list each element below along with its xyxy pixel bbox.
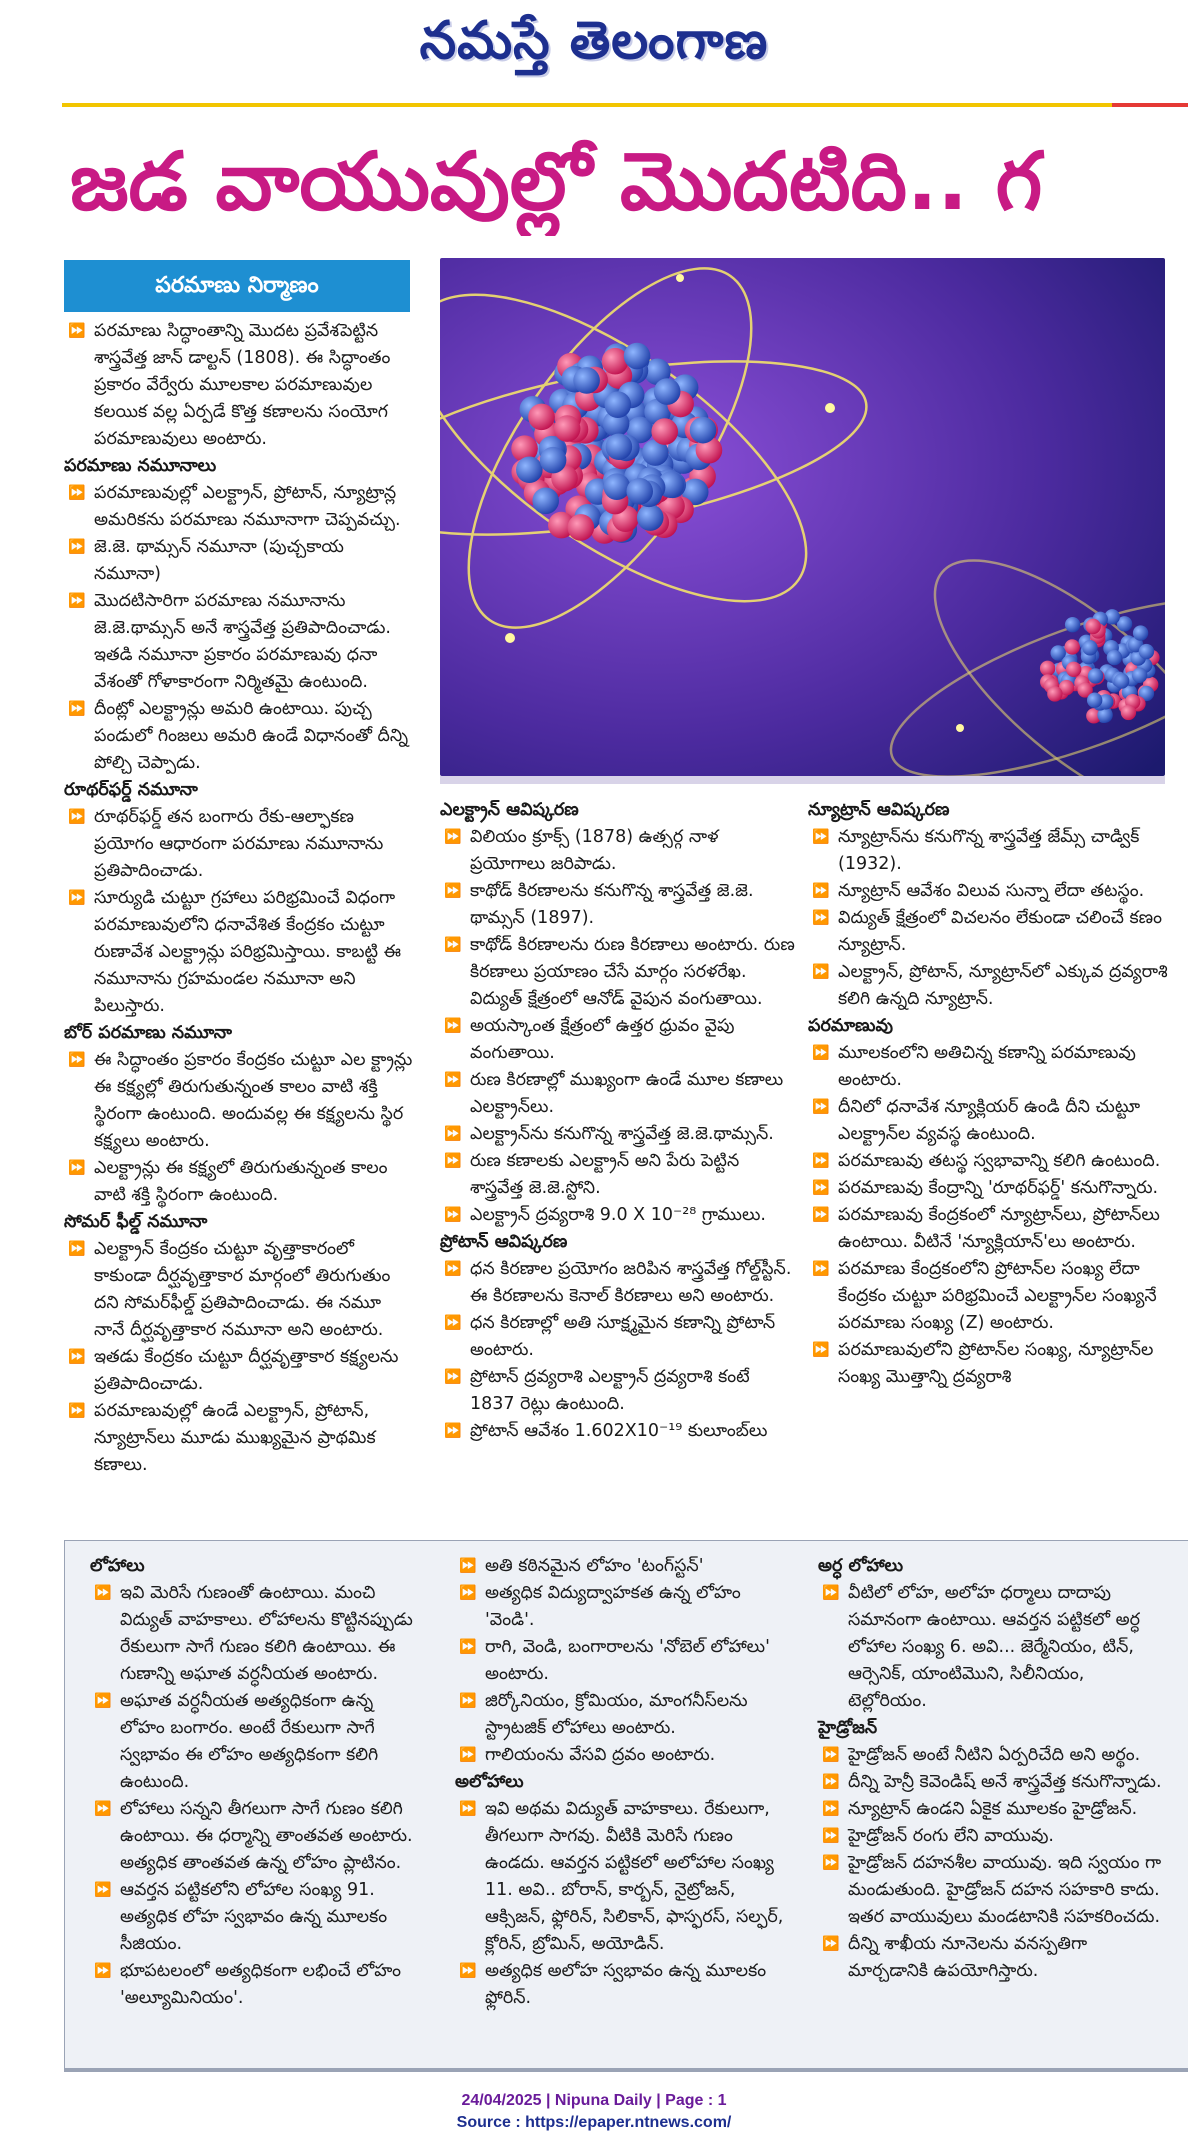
bullet-text: పరమాణువులోని ప్రోటాన్‌ల సంఖ్య, న్యూట్రాన్‌ల సంఖ్య మొత్తాన్ని ద్రవ్యరాశి bbox=[838, 1340, 1154, 1387]
bullet-text: ప్రోటాన్ ద్రవ్యరాశి ఎలక్ట్రాన్ ద్రవ్యరాశి కంటే 1837 రెట్లు ఉంటుంది. bbox=[470, 1367, 750, 1414]
bullet-text: పరమాణువు తటస్థ స్వభావాన్ని కలిగి ఉంటుంది. bbox=[838, 1151, 1161, 1171]
bullet-arrow-icon: ⏩ bbox=[822, 1747, 840, 1763]
bullet-text: అతి కఠినమైన లోహం 'టంగ్‌స్టన్' bbox=[485, 1556, 704, 1576]
bullet-text: ఇతడు కేంద్రకం చుట్టూ దీర్ఘవృత్తాకార కక్ష్యలను ప్రతిపాదించాడు. bbox=[94, 1347, 399, 1394]
nucleon bbox=[1139, 644, 1154, 659]
bullet-item bbox=[808, 905, 1168, 959]
subheading-text: లోహాలు bbox=[90, 1556, 145, 1576]
nucleon bbox=[637, 504, 664, 531]
bullet-text: అత్యధిక విద్యుద్వాహకత ఉన్న లోహం 'వెండి'. bbox=[485, 1583, 741, 1630]
nucleon bbox=[1082, 640, 1097, 655]
bullet-text: పరమాణువుల్లో ఉండే ఎలక్ట్రాన్, ప్రోటాన్, న్యూట్రాన్‌లు మూడు ముఖ్యమైన ప్రాథమిక కణాలు. bbox=[94, 1401, 376, 1475]
bullet-item bbox=[455, 1742, 795, 1769]
nucleon bbox=[1085, 619, 1100, 634]
bullet-item bbox=[440, 1364, 795, 1418]
bullet-text: హైడ్రోజన్ అంటే నీటిని ఏర్పరిచేది అని అర్థం. bbox=[848, 1745, 1141, 1765]
subheading-text: పరమాణువు bbox=[808, 1016, 893, 1036]
top-rule-accent bbox=[1112, 103, 1188, 107]
nucleon bbox=[1047, 686, 1062, 701]
bullet-arrow-icon: ⏩ bbox=[68, 1349, 86, 1365]
bullet-item bbox=[64, 696, 414, 777]
bullet-text: న్యూట్రాన్‌ను కనుగొన్న శాస్త్రవేత్త జేమ్స్ చాడ్విక్ (1932). bbox=[838, 827, 1140, 874]
bullet-text: పరమాణువు కేంద్రాన్ని 'రూథర్‌ఫర్డ్' కనుగొన్నారు. bbox=[838, 1178, 1159, 1198]
bullet-text: ధన కిరణాల్లో అతి సూక్ష్మమైన కణాన్ని ప్రోటాన్ అంటారు. bbox=[470, 1313, 776, 1360]
nucleon bbox=[540, 447, 567, 474]
bullet-text: న్యూట్రాన్ ఉండని ఏకైక మూలకం హైడ్రోజన్. bbox=[848, 1799, 1138, 1819]
bullet-item bbox=[455, 1796, 795, 1958]
bullet-arrow-icon: ⏩ bbox=[459, 1693, 477, 1709]
bullet-item bbox=[64, 1236, 414, 1344]
bullet-item bbox=[64, 588, 414, 696]
subheading bbox=[808, 1013, 1168, 1040]
section-title: పరమాణు నిర్మాణం bbox=[64, 260, 410, 312]
subheading-text: అలోహాలు bbox=[455, 1772, 524, 1792]
bullet-arrow-icon: ⏩ bbox=[459, 1963, 477, 1979]
bullet-item bbox=[455, 1958, 795, 2012]
nucleon bbox=[651, 418, 678, 445]
bullet-arrow-icon: ⏩ bbox=[812, 883, 830, 899]
bullet-item bbox=[440, 932, 795, 1013]
nucleon bbox=[554, 415, 581, 442]
subheading-text: రూథర్‌ఫర్డ్ నమూనా bbox=[64, 780, 198, 800]
bullet-arrow-icon: ⏩ bbox=[812, 1099, 830, 1115]
bullet-arrow-icon: ⏩ bbox=[444, 1018, 462, 1034]
bullet-text: అత్యధిక అలోహ స్వభావం ఉన్న మూలకం ఫ్లోరిన్. bbox=[485, 1961, 767, 2008]
bullet-arrow-icon: ⏩ bbox=[68, 1160, 86, 1176]
subheading bbox=[64, 1020, 414, 1047]
bullet-arrow-icon: ⏩ bbox=[444, 1207, 462, 1223]
bullet-arrow-icon: ⏩ bbox=[68, 1403, 86, 1419]
bullet-item bbox=[808, 1256, 1168, 1337]
bullet-arrow-icon: ⏩ bbox=[459, 1585, 477, 1601]
bullet-item bbox=[440, 1067, 795, 1121]
bullet-text: దీన్ని శాఖీయ నూనెలను వనస్పతిగా మార్చడానికి ఉపయోగిస్తారు. bbox=[848, 1934, 1088, 1981]
bullet-arrow-icon: ⏩ bbox=[822, 1774, 840, 1790]
bullet-item bbox=[64, 804, 414, 885]
bullet-text: హైడ్రోజన్ రంగు లేని వాయువు. bbox=[848, 1826, 1055, 1846]
subheading bbox=[64, 1209, 414, 1236]
bullet-arrow-icon: ⏩ bbox=[812, 1045, 830, 1061]
bullet-item bbox=[440, 1013, 795, 1067]
bullet-item bbox=[808, 1040, 1168, 1094]
nucleon bbox=[528, 404, 555, 431]
bullet-arrow-icon: ⏩ bbox=[68, 890, 86, 906]
bullet-arrow-icon: ⏩ bbox=[822, 1936, 840, 1952]
bullet-text: అయస్కాంత క్షేత్రంలో ఉత్తర ధ్రువం వైపు వంగుతాయి. bbox=[470, 1016, 735, 1063]
bullet-text: దీనిలో ధనావేశ న్యూక్లియర్ ఉండి దీని చుట్టూ ఎలక్ట్రాన్‌ల వ్యవస్థ ఉంటుంది. bbox=[838, 1097, 1141, 1144]
bullet-text: ఎలక్ట్రాన్లు ఈ కక్ష్యలో తిరుగుతున్నంత కాలం వాటి శక్తి స్థిరంగా ఉంటుంది. bbox=[94, 1158, 388, 1205]
bullet-item bbox=[818, 1823, 1168, 1850]
bullet-text: వీటిలో లోహ, అలోహ ధర్మాలు దాదాపు సమానంగా ఉంటాయి. ఆవర్తన పట్టికలో అర్ధ లోహాల సంఖ్య 6. అవి... జెర్మేనియం, టిన్, ఆర్సెనిక్, యాంటిమొని, సిలీనియం, టెల్లోరియం. bbox=[848, 1583, 1140, 1711]
bullet-text: రుణ కిరణాల్లో ముఖ్యంగా ఉండే మూల కణాలు ఎలక్ట్రాన్‌లు. bbox=[470, 1070, 784, 1117]
bullet-text: ఎలక్ట్రాన్‌ను కనుగొన్న శాస్త్రవేత్త జె.జె.థామ్సన్. bbox=[470, 1124, 774, 1144]
bullet-arrow-icon: ⏩ bbox=[68, 701, 86, 717]
bullet-item bbox=[64, 534, 414, 588]
nucleon bbox=[516, 456, 543, 483]
nucleon bbox=[654, 378, 681, 405]
bullet-item bbox=[64, 1398, 414, 1479]
bullet-arrow-icon: ⏩ bbox=[444, 1369, 462, 1385]
bullet-text: జిర్కోనియం, క్రోమియం, మాంగనీస్‌లను స్ట్రాటజిక్ లోహాలు అంటారు. bbox=[485, 1691, 748, 1738]
subheading bbox=[818, 1553, 1168, 1580]
nucleon bbox=[568, 514, 595, 541]
bullet-item bbox=[818, 1742, 1168, 1769]
bullet-text: న్యూట్రాన్ ఆవేశం విలువ సున్నా లేదా తటస్థం. bbox=[838, 881, 1145, 901]
bullet-text: మూలకంలోని అతిచిన్న కణాన్ని పరమాణువు అంటారు. bbox=[838, 1043, 1136, 1090]
nucleon bbox=[1133, 625, 1148, 640]
bullet-item bbox=[818, 1850, 1168, 1931]
bullet-arrow-icon: ⏩ bbox=[444, 1261, 462, 1277]
subheading-text: పరమాణు నమూనాలు bbox=[64, 456, 217, 476]
bullet-item bbox=[455, 1634, 795, 1688]
bullet-text: ఈ సిద్ధాంతం ప్రకారం కేంద్రకం చుట్టూ ఎల క్ట్రాన్లు ఈ కక్ష్యల్లో తిరుగుతున్నంత కాలం వాటి శక్తి స్థిరంగా ఉంటుంది. అందువల్ల ఈ కక్ష్యలను స్థిర కక్ష్యలు అంటారు. bbox=[94, 1050, 413, 1151]
footer-date-page: 24/04/2025 | Nipuna Daily | Page : 1 bbox=[461, 2092, 727, 2109]
subheading bbox=[440, 1229, 795, 1256]
bullet-item bbox=[455, 1580, 795, 1634]
bullet-item bbox=[64, 318, 414, 453]
bullet-item bbox=[808, 959, 1168, 1013]
nucleon bbox=[605, 391, 632, 418]
bullet-text: ఇవి మెరిసే గుణంతో ఉంటాయి. మంచి విద్యుత్ వాహకాలు. లోహాలను కొట్టినప్పుడు రేకులుగా సాగే గుణం కలిగి ఉంటాయి. ఈ గుణాన్ని అఘాత వర్ధనీయత అంటారు. bbox=[120, 1583, 413, 1684]
bullet-text: విలియం క్రూక్స్ (1878) ఉత్సర్గ నాళ ప్రయోగాలు జరిపాడు. bbox=[470, 827, 719, 874]
column-metalloids-hydrogen bbox=[818, 1553, 1168, 1985]
bullet-arrow-icon: ⏩ bbox=[812, 829, 830, 845]
bullet-arrow-icon: ⏩ bbox=[459, 1747, 477, 1763]
bullet-item bbox=[818, 1769, 1168, 1796]
atom-image bbox=[440, 258, 1165, 776]
bullet-arrow-icon: ⏩ bbox=[822, 1828, 840, 1844]
bullet-arrow-icon: ⏩ bbox=[444, 1126, 462, 1142]
nucleon bbox=[1121, 705, 1136, 720]
nucleon bbox=[1066, 662, 1081, 677]
bullet-text: ధన కిరణాల ప్రయోగం జరిపిన శాస్త్రవేత్త గోల్డ్‌స్టీన్. ఈ కిరణాలను కెనాల్ కిరణాలు అని అంటారు. bbox=[470, 1259, 792, 1306]
bullet-item bbox=[90, 1688, 420, 1796]
bullet-arrow-icon: ⏩ bbox=[459, 1558, 477, 1574]
nucleon bbox=[532, 488, 559, 515]
masthead-title: నమస్తే తెలంగాణ bbox=[419, 10, 769, 71]
bullet-text: దీన్ని హెన్రీ కెవెండిష్ అనే శాస్త్రవేత్త కనుగొన్నాడు. bbox=[848, 1772, 1162, 1792]
bullet-arrow-icon: ⏩ bbox=[812, 1180, 830, 1196]
bullet-item bbox=[440, 1418, 795, 1445]
bullet-text: ఇవి అథమ విద్యుత్ వాహకాలు. రేకులుగా, తీగలుగా సాగవు. వీటికి మెరిసే గుణం ఉండదు. ఆవర్తన పట్టికలో అలోహాల సంఖ్య 11. అవి.. బోరాన్, కార్బన్, నైట్రోజన్, ఆక్సిజన్, ఫ్లోరిన్, సిలికాన్, ఫాస్ఫరస్, సల్ఫర్, క్లోరిన్, బ్రోమిన్, అయోడిన్. bbox=[485, 1799, 784, 1954]
bullet-item bbox=[808, 1094, 1168, 1148]
subheading-text: ప్రోటాన్ ఆవిష్కరణ bbox=[440, 1232, 568, 1252]
bullet-item bbox=[808, 824, 1168, 878]
bullet-text: పరమాణు సిద్ధాంతాన్ని మొదట ప్రవేశపెట్టిన శాస్త్రవేత్త జాన్ డాల్టన్ (1808). ఈ సిద్ధాంతం ప్రకారం వేర్వేరు మూలకాల పరమాణువుల కలయిక వల్ల ఏర్పడే కొత్త కణాలను సంయోగ పరమాణువులు అంటారు. bbox=[94, 321, 391, 449]
bullet-arrow-icon: ⏩ bbox=[812, 1153, 830, 1169]
bullet-arrow-icon: ⏩ bbox=[68, 1052, 86, 1068]
subheading bbox=[818, 1715, 1168, 1742]
bullet-arrow-icon: ⏩ bbox=[459, 1801, 477, 1817]
nucleon bbox=[1040, 661, 1055, 676]
bullet-item bbox=[64, 480, 414, 534]
top-rule bbox=[62, 103, 1112, 107]
footer-source: Source : https://epaper.ntnews.com/ bbox=[456, 2114, 732, 2131]
bullet-arrow-icon: ⏩ bbox=[822, 1855, 840, 1871]
bullet-item bbox=[808, 1337, 1168, 1391]
bullet-item bbox=[64, 885, 414, 1020]
column-neutron-atom bbox=[808, 797, 1168, 1391]
bullet-arrow-icon: ⏩ bbox=[459, 1639, 477, 1655]
subheading bbox=[64, 777, 414, 804]
bullet-arrow-icon: ⏩ bbox=[68, 593, 86, 609]
bullet-arrow-icon: ⏩ bbox=[68, 485, 86, 501]
bullet-arrow-icon: ⏩ bbox=[812, 1207, 830, 1223]
subheading-text: ఎలక్ట్రాన్ ఆవిష్కరణ bbox=[440, 800, 579, 820]
bullet-text: పరమాణువు కేంద్రకంలో న్యూట్రాన్‌లు, ప్రోటాన్‌లు ఉంటాయి. వీటినే 'న్యూక్లియాన్'లు అంటారు. bbox=[838, 1205, 1160, 1252]
bullet-item bbox=[818, 1796, 1168, 1823]
image-strip bbox=[440, 776, 1165, 784]
bullet-text: రాగి, వెండి, బంగారాలను 'నోబెల్ లోహాలు' అంటారు. bbox=[485, 1637, 770, 1684]
bullet-arrow-icon: ⏩ bbox=[94, 1693, 112, 1709]
bullet-text: జె.జె. థామ్సన్ నమూనా (పుచ్చకాయ నమూనా) bbox=[94, 537, 344, 584]
bullet-text: అఘాత వర్ధనీయత అత్యధికంగా ఉన్న లోహం బంగారం. అంటే రేకులుగా సాగే స్వభావం ఈ లోహం అత్యధికంగా కలిగి ఉంటుంది. bbox=[120, 1691, 379, 1792]
subheading-text: బోర్ పరమాణు నమూనా bbox=[64, 1023, 232, 1043]
bullet-item bbox=[64, 1155, 414, 1209]
column-electron-proton bbox=[440, 797, 795, 1445]
bullet-text: గాలియంను వేసవి ద్రవం అంటారు. bbox=[485, 1745, 716, 1765]
bullet-text: ఎలక్ట్రాన్ ద్రవ్యరాశి 9.0 X 10⁻²⁸ గ్రాములు. bbox=[470, 1205, 766, 1225]
masthead bbox=[0, 0, 1188, 100]
bullet-text: కాథోడ్ కిరణాలను రుణ కిరణాలు అంటారు. రుణ కిరణాలు ప్రయాణం చేసే మార్గం సరళరేఖ. విద్యుత్ క్షేత్రంలో ఆనోడ్ వైపున వంగుతాయి. bbox=[470, 935, 795, 1009]
column-atomic-structure bbox=[64, 318, 414, 1479]
subheading bbox=[455, 1769, 795, 1796]
bullet-item bbox=[440, 1256, 795, 1310]
column-nonmetals bbox=[455, 1553, 795, 2012]
nucleon bbox=[626, 478, 653, 505]
bullet-item bbox=[440, 1310, 795, 1364]
nucleon bbox=[573, 367, 600, 394]
bullet-item bbox=[440, 878, 795, 932]
bullet-item bbox=[818, 1580, 1168, 1715]
bullet-arrow-icon: ⏩ bbox=[444, 1315, 462, 1331]
bottom-rule bbox=[64, 2068, 1188, 2072]
bullet-item bbox=[455, 1688, 795, 1742]
nucleon bbox=[1065, 617, 1080, 632]
nucleon bbox=[690, 417, 717, 444]
bullet-arrow-icon: ⏩ bbox=[812, 910, 830, 926]
bullet-item bbox=[90, 1877, 420, 1958]
nucleon bbox=[1107, 650, 1122, 665]
nucleon bbox=[624, 343, 651, 370]
bullet-text: పరమాణు కేంద్రకంలోని ప్రోటాన్‌ల సంఖ్య లేదా కేంద్రకం చుట్టూ పరిభ్రమించే ఎలక్ట్రాన్‌ల సంఖ్యనే పరమాణు సంఖ్య (Z) అంటారు. bbox=[838, 1259, 1157, 1333]
bullet-arrow-icon: ⏩ bbox=[68, 323, 86, 339]
bullet-arrow-icon: ⏩ bbox=[812, 1342, 830, 1358]
bullet-item bbox=[64, 1344, 414, 1398]
bullet-item bbox=[808, 1202, 1168, 1256]
nucleon bbox=[606, 433, 633, 460]
bullet-text: కాథోడ్ కిరణాలను కనుగొన్న శాస్త్రవేత్త జె.జె. థామ్సన్ (1897). bbox=[470, 881, 754, 928]
column-metals bbox=[90, 1553, 420, 2012]
subheading-text: అర్ధ లోహాలు bbox=[818, 1556, 904, 1576]
bullet-arrow-icon: ⏩ bbox=[94, 1963, 112, 1979]
bullet-arrow-icon: ⏩ bbox=[68, 809, 86, 825]
bullet-text: లోహాలు సన్నని తీగలుగా సాగే గుణం కలిగి ఉంటాయి. ఈ ధర్మాన్ని తాంతవత అంటారు. అత్యధిక తాంతవత ఉన్న లోహం ప్లాటినం. bbox=[120, 1799, 413, 1873]
bullet-item bbox=[90, 1580, 420, 1688]
nucleon bbox=[1088, 668, 1103, 683]
bullet-item bbox=[90, 1958, 420, 2012]
subheading bbox=[64, 453, 414, 480]
bullet-item bbox=[440, 824, 795, 878]
atom-illustration bbox=[440, 258, 1165, 776]
bullet-text: దీంట్లో ఎలక్ట్రాన్లు అమరి ఉంటాయి. పుచ్చ పండులో గింజలు అమరి ఉండే విధానంతో దీన్ని పోల్చి చెప్పాడు. bbox=[94, 699, 409, 773]
nucleon bbox=[1087, 693, 1102, 708]
bullet-item bbox=[808, 1148, 1168, 1175]
bullet-arrow-icon: ⏩ bbox=[444, 1153, 462, 1169]
nucleon bbox=[1114, 673, 1129, 688]
bullet-text: ఎలక్ట్రాన్, ప్రోటాన్, న్యూట్రాన్‌లో ఎక్కువ ద్రవ్యరాశి కలిగి ఉన్నది న్యూట్రాన్. bbox=[838, 962, 1168, 1009]
subheading bbox=[440, 797, 795, 824]
bullet-arrow-icon: ⏩ bbox=[444, 883, 462, 899]
bullet-arrow-icon: ⏩ bbox=[94, 1882, 112, 1898]
headline: జడ వాయువుల్లో మొదటిది.. గ bbox=[70, 135, 1043, 228]
nucleon bbox=[604, 473, 631, 500]
bullet-arrow-icon: ⏩ bbox=[94, 1585, 112, 1601]
bullet-text: సూర్యుడి చుట్టూ గ్రహాలు పరిభ్రమించే విధంగా పరమాణువులోని ధనావేశిత కేంద్రకం చుట్టూ రుణావేశ ఎలక్ట్రాన్లు పరిభ్రమిస్తాయి. కాబట్టి ఈ నమూనాను గ్రహమండల నమూనా అని పిలుస్తారు. bbox=[94, 888, 401, 1016]
bullet-arrow-icon: ⏩ bbox=[444, 1423, 462, 1439]
bullet-arrow-icon: ⏩ bbox=[812, 964, 830, 980]
bullet-arrow-icon: ⏩ bbox=[68, 1241, 86, 1257]
bullet-text: రూథర్‌ఫర్డ్ తన బంగారు రేకు-ఆల్ఫాకణ ప్రయోగం ఆధారంగా పరమాణు నమూనాను ప్రతిపాదించాడు. bbox=[94, 807, 384, 881]
bullet-text: రుణ కణాలకు ఎలక్ట్రాన్ అని పేరు పెట్టిన శాస్త్రవేత్త జె.జె.స్టోని. bbox=[470, 1151, 740, 1198]
bullet-text: ప్రోటాన్ ఆవేశం 1.602X10⁻¹⁹ కులూంబ్‌లు bbox=[470, 1421, 768, 1441]
subheading bbox=[90, 1553, 420, 1580]
subheading-text: సోమర్ ఫీల్డ్ నమూనా bbox=[64, 1212, 208, 1232]
bullet-text: మొదటిసారిగా పరమాణు నమూనాను జె.జె.థామ్సన్ అనే శాస్త్రవేత్త ప్రతిపాదించాడు. ఇతడి నమూనా ప్రకారం పరమాణువు ధనా వేశంతో గోళాకారంగా నిర్మితమై ఉంటుంది. bbox=[94, 591, 391, 692]
bullet-arrow-icon: ⏩ bbox=[444, 1072, 462, 1088]
subheading-text: హైడ్రోజన్ bbox=[818, 1718, 878, 1738]
bullet-arrow-icon: ⏩ bbox=[94, 1801, 112, 1817]
bullet-arrow-icon: ⏩ bbox=[444, 937, 462, 953]
bullet-item bbox=[455, 1553, 795, 1580]
bullet-text: భూపటలంలో అత్యధికంగా లభించే లోహం 'అల్యూమినియం'. bbox=[120, 1961, 402, 2008]
bullet-text: ఎలక్ట్రాన్ కేంద్రకం చుట్టూ వృత్తాకారంలో కాకుండా దీర్ఘవృత్తాకార మార్గంలో తిరుగుతుం దని సోమర్‌ఫీల్డ్ ప్రతిపాదించాడు. ఈ నమూ నానే దీర్ఘవృత్తాకార నమూనా అని అంటారు. bbox=[94, 1239, 391, 1340]
bullet-arrow-icon: ⏩ bbox=[812, 1261, 830, 1277]
subheading-text: న్యూట్రాన్ ఆవిష్కరణ bbox=[808, 800, 950, 820]
bullet-item bbox=[64, 1047, 414, 1155]
bullet-item bbox=[90, 1796, 420, 1877]
bullet-arrow-icon: ⏩ bbox=[822, 1801, 840, 1817]
subheading bbox=[808, 797, 1168, 824]
bullet-item bbox=[818, 1931, 1168, 1985]
bullet-arrow-icon: ⏩ bbox=[822, 1585, 840, 1601]
bullet-text: ఆవర్తన పట్టికలోని లోహాల సంఖ్య 91. అత్యధిక లోహ స్వభావం ఉన్న మూలకం సీజియం. bbox=[120, 1880, 388, 1954]
bullet-text: విద్యుత్ క్షేత్రంలో విచలనం లేకుండా చలించే కణం న్యూట్రాన్. bbox=[838, 908, 1162, 955]
nucleon bbox=[1132, 668, 1147, 683]
nucleon bbox=[1064, 639, 1079, 654]
bullet-item bbox=[440, 1202, 795, 1229]
bullet-item bbox=[808, 878, 1168, 905]
bullet-arrow-icon: ⏩ bbox=[68, 539, 86, 555]
footer bbox=[0, 2090, 1188, 2134]
bullet-text: పరమాణువుల్లో ఎలక్ట్రాన్, ప్రోటాన్, న్యూట్రాన్ల అమరికను పరమాణు నమూనాగా చెప్పవచ్చు. bbox=[94, 483, 401, 530]
bullet-item bbox=[440, 1121, 795, 1148]
bullet-text: హైడ్రోజన్ దహనశీల వాయువు. ఇది స్వయం గా మండుతుంది. హైడ్రోజన్ దహన సహకారి కాదు. ఇతర వాయువులు మండటానికి సహకరించదు. bbox=[848, 1853, 1162, 1927]
bullet-arrow-icon: ⏩ bbox=[444, 829, 462, 845]
bullet-item bbox=[440, 1148, 795, 1202]
bullet-item bbox=[808, 1175, 1168, 1202]
